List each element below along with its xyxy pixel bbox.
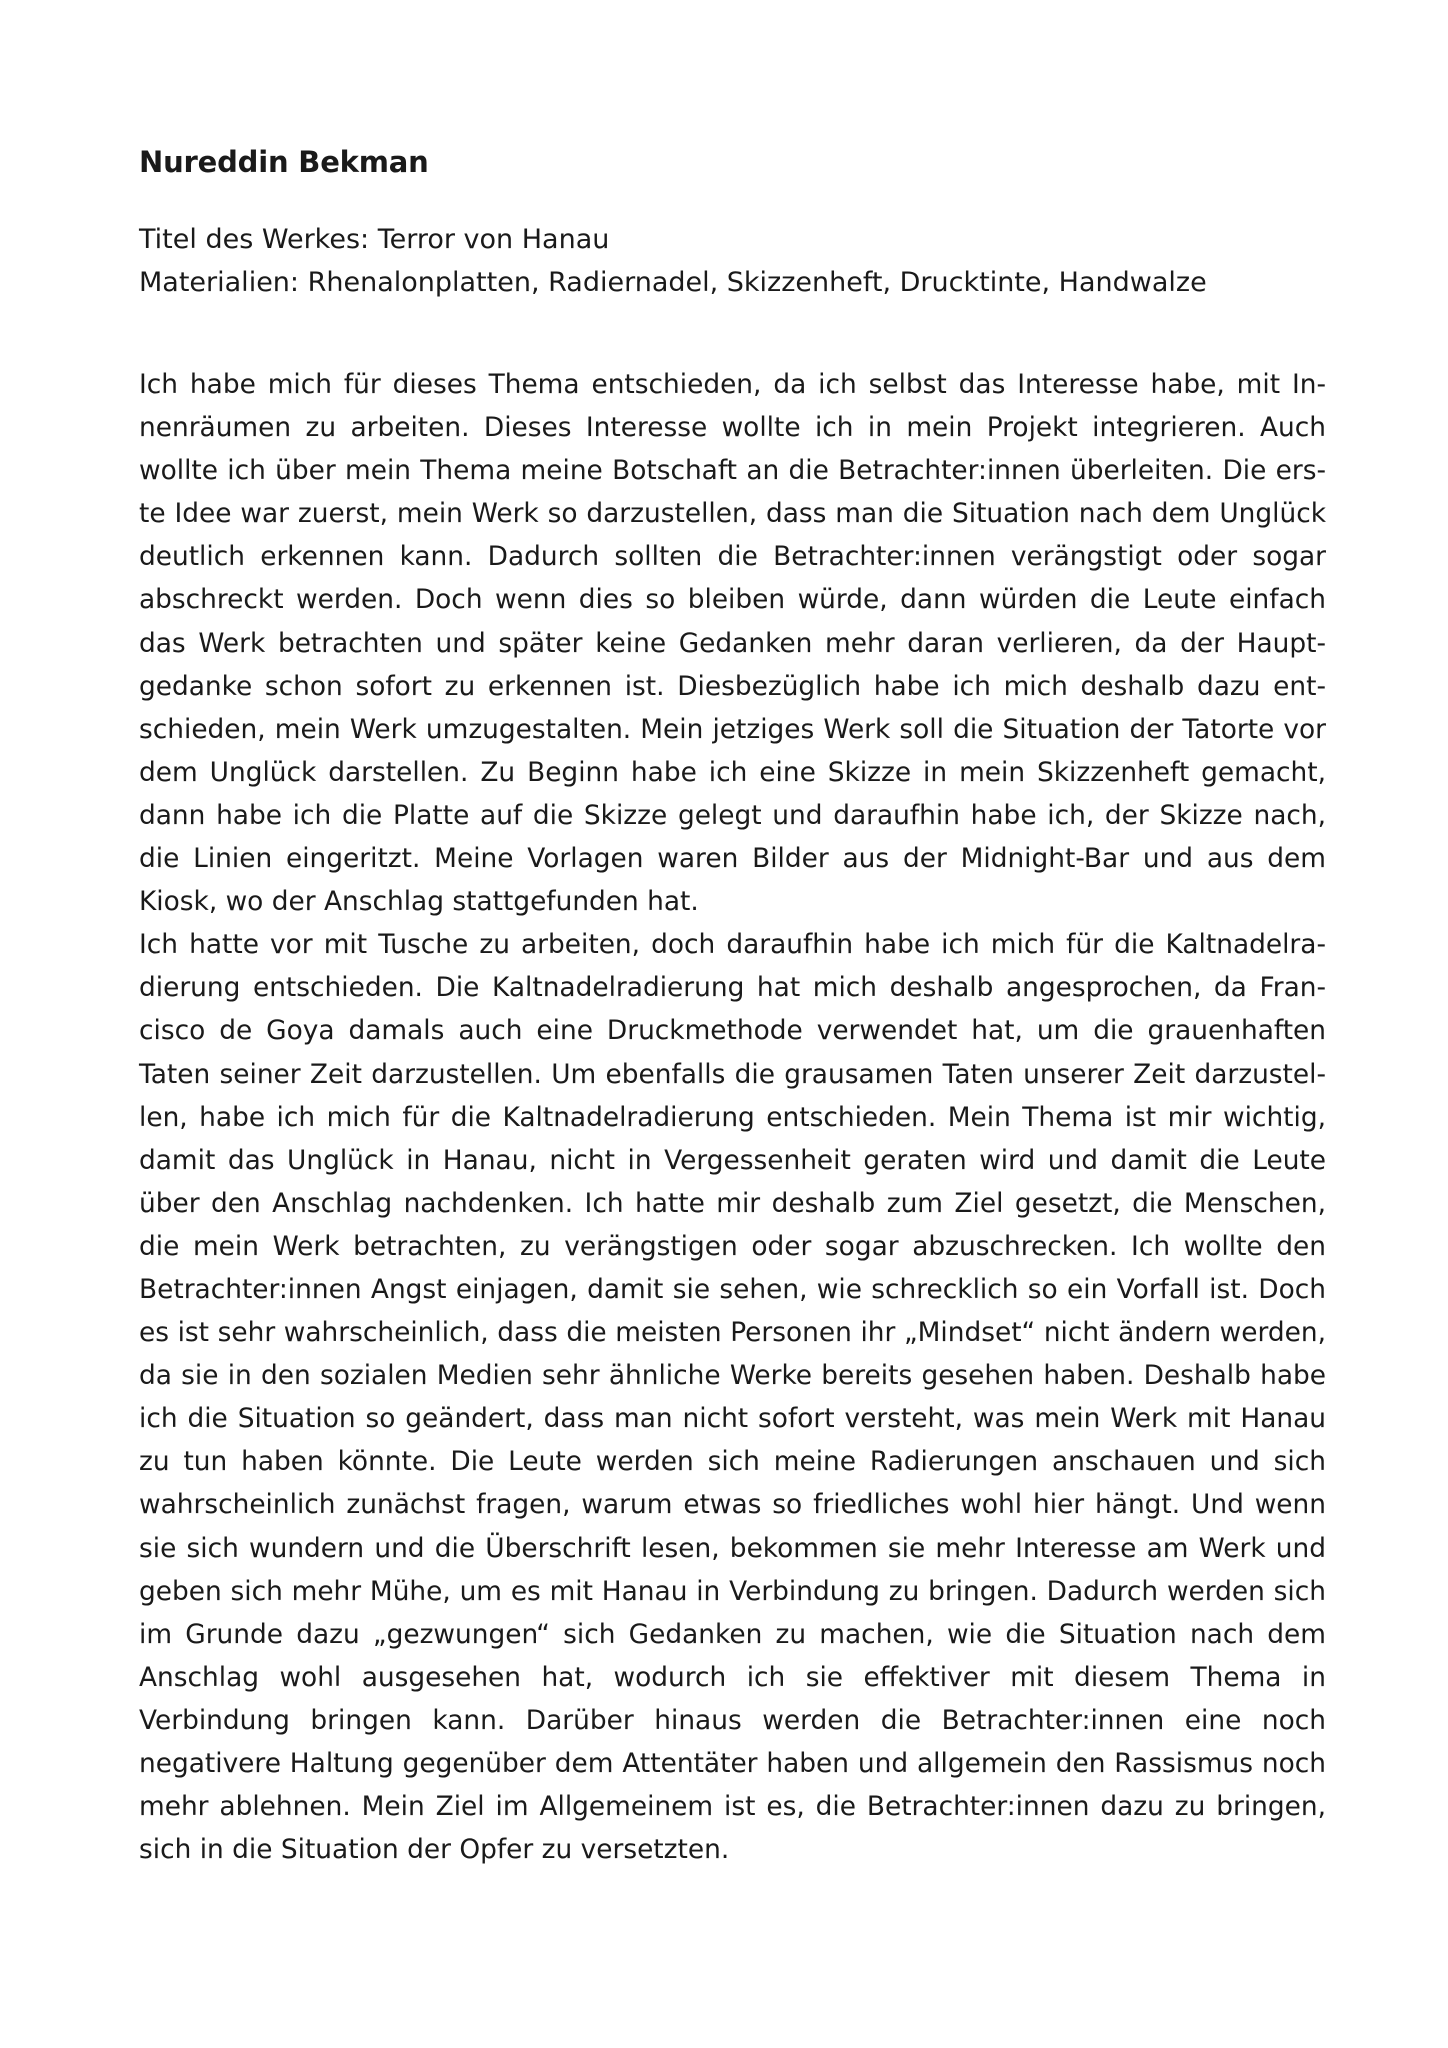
paragraph: Ich habe mich für dieses Thema entschieden, da ich selbst das Interesse habe, mit Innenräumen zu arbeiten. Dieses Interesse wollte ich in mein Projekt integrieren. Auch wollte ich über mein Thema meine Botschaft an die Betrachter:innen überleiten. Die erste Idee war zuerst, mein Werk so darzustellen, dass man die Situation nach dem Unglück deutlich erkennen kann. Dadurch sollten die Betrachter:innen verängstigt oder sogar abschreckt werden. Doch wenn dies so bleiben würde, dann würden die Leute einfach das Werk betrachten und später keine Gedanken mehr daran verlieren, da der Hauptgedanke schon sofort zu erkennen ist. Diesbezüglich habe ich mich deshalb dazu entschieden, mein Werk umzugestalten. Mein jetziges Werk soll die Situation der Tatorte vor dem Unglück darstellen. Zu Beginn habe ich eine Skizze in mein Skizzenheft gemacht, dann habe ich die Platte auf die Skizze gelegt und daraufhin habe ich, der Skizze nach, die Linien eingeritzt. Meine Vorlagen waren Bilder aus der Midnight-Bar und aus dem Kiosk, wo der Anschlag stattgefunden hat. xyxy=(139,369,1326,918)
artwork-materials: Materialien: Rhenalonplatten, Radiernadel, Skizzenheft, Drucktinte, Handwalze xyxy=(139,267,1207,298)
artwork-title: Titel des Werkes: Terror von Hanau xyxy=(139,224,610,255)
artwork-info xyxy=(139,218,1319,304)
paragraph: Ich hatte vor mit Tusche zu arbeiten, doch daraufhin habe ich mich für die Kaltnadelradierung entschieden. Die Kaltnadelradierung hat mich deshalb angesprochen, da Francisco de Goya damals auch eine Druckmethode verwendet hat, um die grauenhaften Taten seiner Zeit darzustellen. Um ebenfalls die grausamen Taten unserer Zeit darzustellen, habe ich mich für die Kaltnadelradierung entschieden. Mein Thema ist mir wichtig, damit das Unglück in Hanau, nicht in Vergessenheit geraten wird und damit die Leute über den Anschlag nachdenken. Ich hatte mir deshalb zum Ziel gesetzt, die Menschen, die mein Werk betrachten, zu verängstigen oder sogar abzuschrecken. Ich wollte den Betrachter:innen Angst einjagen, damit sie sehen, wie schrecklich so ein Vorfall ist. Doch es ist sehr wahrscheinlich, dass die meisten Personen ihr „Mindset“ nicht ändern werden, da sie in den sozialen Medien sehr ähnliche Werke bereits gesehen haben. Deshalb habe ich die Situation so geändert, dass man nicht sofort versteht, was mein Werk mit Hanau zu tun haben könnte. Die Leute werden sich meine Radierungen anschauen und sich wahrscheinlich zunächst fragen, warum etwas so friedliches wohl hier hängt. Und wenn sie sich wundern und die Überschrift lesen, bekommen sie mehr Interesse am Werk und geben sich mehr Mühe, um es mit Hanau in Verbindung zu bringen. Dadurch werden sich im Grunde dazu „gezwungen“ sich Gedanken zu machen, wie die Situation nach dem Anschlag wohl ausgesehen hat, wodurch ich sie effektiver mit diesem Thema in Verbindung bringen kann. Darüber hinaus werden die Betrachter:innen eine noch negativere Haltung gegenüber dem Attentäter haben und allgemein den Rassismus noch mehr ablehnen. Mein Ziel im Allgemeinem ist es, die Betrachter:innen dazu zu bringen, sich in die Situation der Opfer zu versetzten. xyxy=(139,929,1326,1866)
author-name: Nureddin Bekman xyxy=(139,145,429,179)
body-text xyxy=(139,363,1326,1871)
